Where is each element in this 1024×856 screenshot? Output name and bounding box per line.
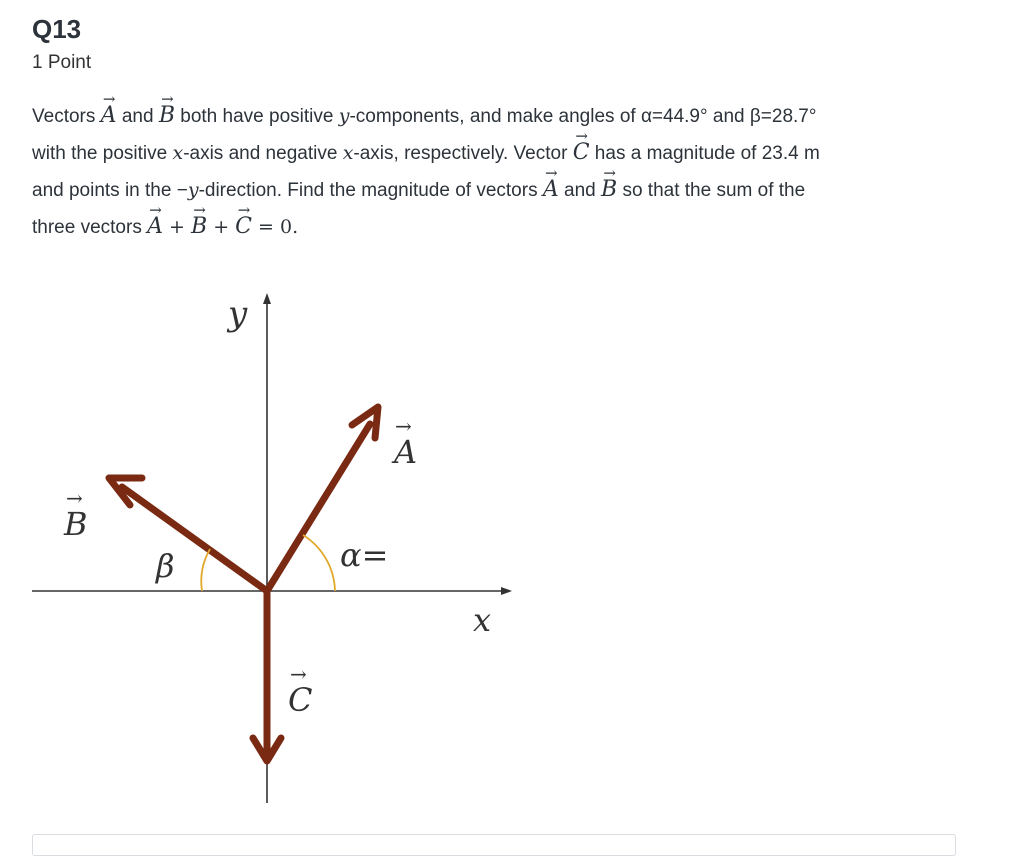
question-line-4: three vectors → A + → B + → C = 0. [32,209,972,246]
alpha-label: α= [340,536,389,574]
vector-a-symbol: → A [101,105,117,127]
question-number: Q13 [32,14,82,44]
beta-label: β [156,547,175,585]
vector-a-label: A [394,433,418,471]
vector-c-label: C [288,681,313,719]
vector-diagram [32,273,520,813]
question-points: 1 Point [32,52,92,73]
vector-b-symbol: → B [159,105,175,127]
question-text [32,98,972,246]
vector-c-symbol: → C [573,142,590,164]
y-axis-label: y [228,294,248,334]
vector-c-label-arrow: → [290,662,307,686]
answer-input-area[interactable] [32,834,956,856]
vector-b-label-arrow: → [66,486,83,510]
vector-b-label: B [64,505,88,543]
question-line-2: with the positive x-axis and negative x-axis, respectively. Vector → C has a magnitude of 23.4 m [32,135,972,172]
x-axis-label: x [473,601,492,639]
question-line-3: and points in the −y-direction. Find the magnitude of vectors → A and → B so that the sum of the [32,172,972,209]
beta-arc [201,549,210,591]
vector-b-arrow [122,487,267,591]
alpha-arc [303,535,335,591]
y-axis-arrowhead [263,293,271,304]
question-line-1: Vectors → A and → B both have positive y-components, and make angles of α=44.9° and β=28.7° [32,98,972,135]
x-axis-arrowhead [501,587,512,595]
vector-a-label-arrow: → [395,414,412,438]
